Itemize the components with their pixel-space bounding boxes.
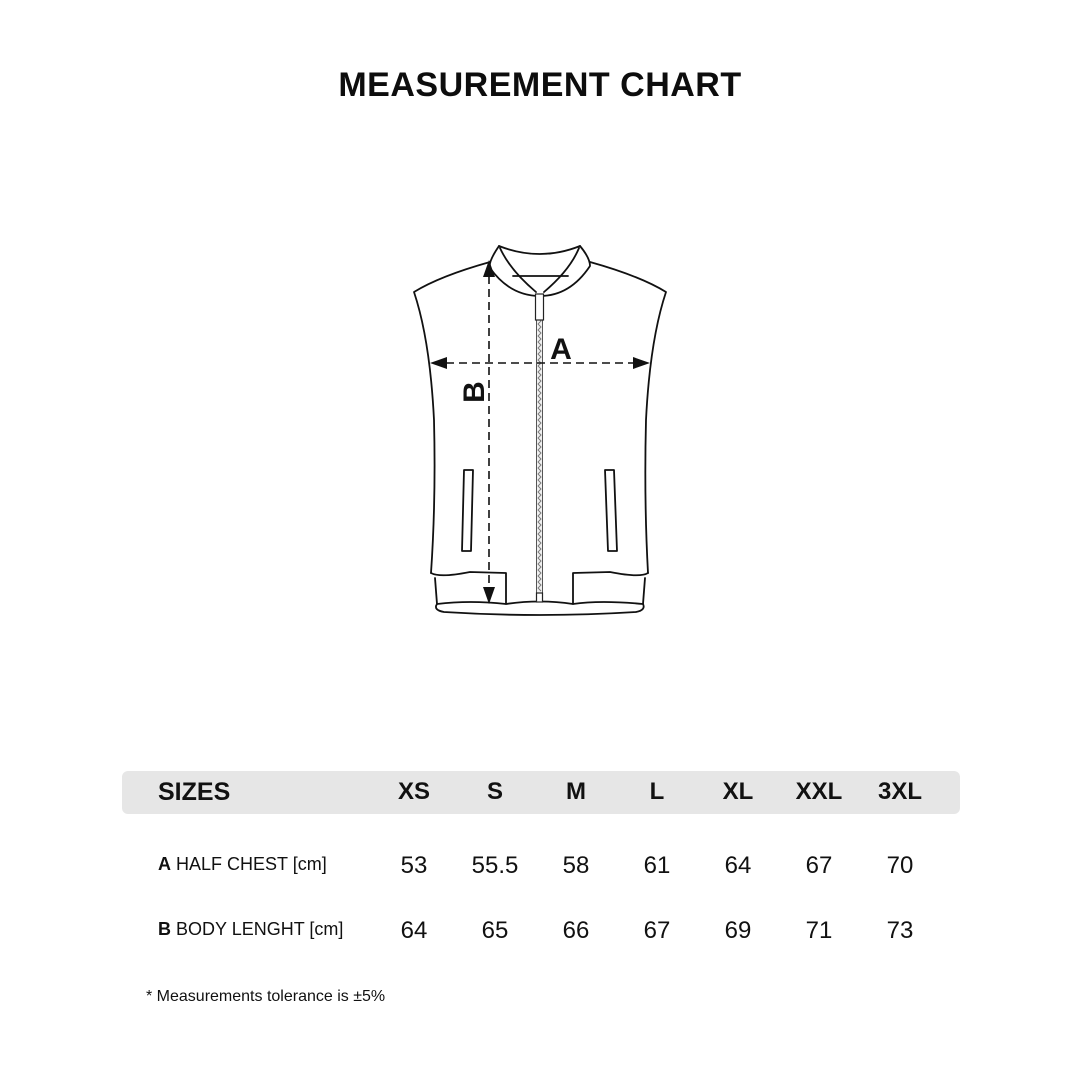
row-label-text: BODY LENGHT [cm] xyxy=(176,919,344,939)
size-m: M xyxy=(566,778,586,805)
value-cell: 70 xyxy=(886,852,914,879)
row-label xyxy=(158,919,343,940)
value-cell: 58 xyxy=(562,852,590,879)
page-title: MEASUREMENT CHART xyxy=(338,66,742,104)
row-label xyxy=(158,854,327,875)
label-b: B xyxy=(458,381,491,403)
table-row-half-chest xyxy=(122,854,960,894)
vest-diagram-icon xyxy=(400,230,680,630)
size-xl: XL xyxy=(722,778,754,805)
size-xs: XS xyxy=(397,778,430,805)
value-cell: 65 xyxy=(481,917,509,944)
row-code: B xyxy=(158,919,171,939)
size-s: S xyxy=(486,778,503,805)
label-a: A xyxy=(550,333,572,366)
value-cell: 55.5 xyxy=(471,852,519,879)
value-cell: 67 xyxy=(643,917,671,944)
size-3xl: 3XL xyxy=(877,778,922,805)
row-code: A xyxy=(158,854,171,874)
tolerance-footnote: * Measurements tolerance is ±5% xyxy=(146,988,386,1005)
value-cell: 66 xyxy=(562,917,590,944)
value-cell: 64 xyxy=(400,917,428,944)
value-cell: 67 xyxy=(805,852,833,879)
size-xxl: XXL xyxy=(795,778,843,805)
value-cell: 69 xyxy=(724,917,752,944)
value-cell: 71 xyxy=(805,917,833,944)
size-l: L xyxy=(649,778,665,805)
table-row-body-length xyxy=(122,919,960,959)
size-header-bar xyxy=(122,771,960,814)
value-cell: 64 xyxy=(724,852,752,879)
value-cell: 61 xyxy=(643,852,671,879)
vest-illustration xyxy=(400,230,680,630)
value-cell: 53 xyxy=(400,852,428,879)
sizes-header-label: SIZES xyxy=(158,778,231,806)
row-label-text: HALF CHEST [cm] xyxy=(176,854,327,874)
value-cell: 73 xyxy=(886,917,914,944)
